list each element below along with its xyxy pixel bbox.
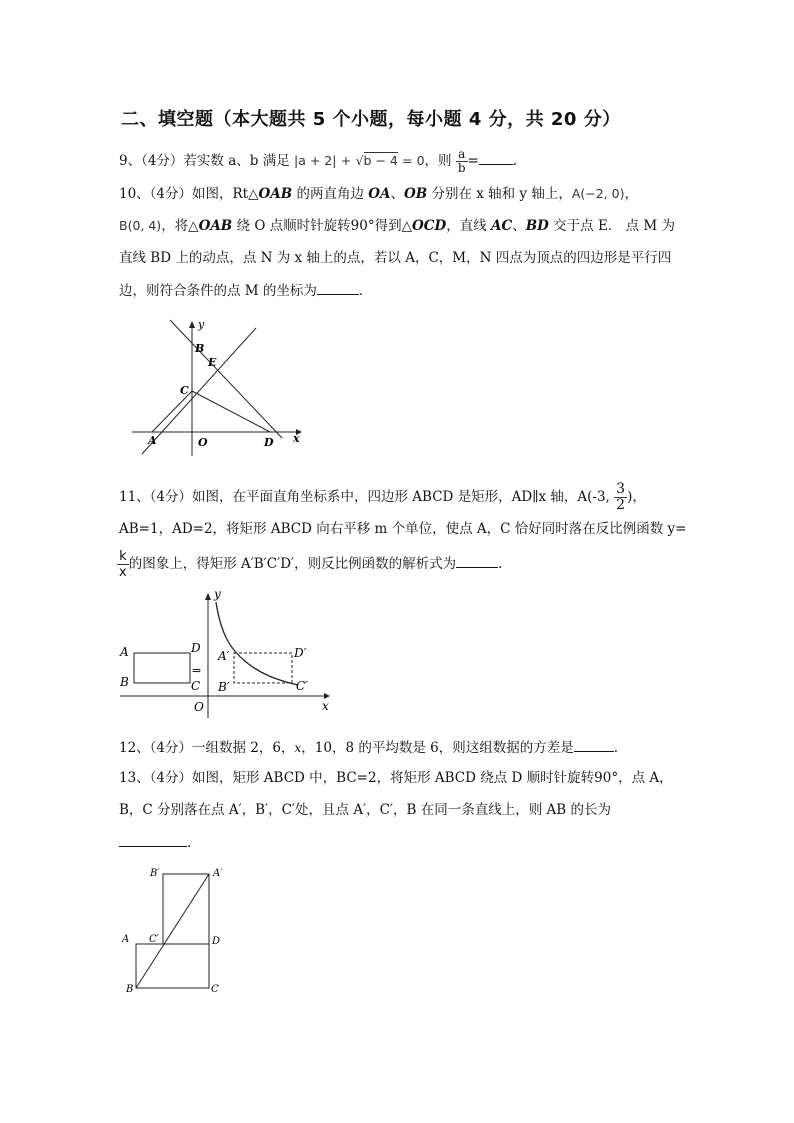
q10-ob: OB <box>403 186 428 202</box>
q9-abs-bar-right: | <box>332 153 337 168</box>
segment-ac <box>152 391 192 432</box>
q9-prefix: 9、（4分）若实数 a、b 满足 <box>119 153 290 169</box>
origin-label: O <box>198 436 208 449</box>
q10-triangle-ocd: OCD <box>412 218 447 234</box>
question-13-line3 <box>119 832 191 853</box>
y-axis-arrow <box>189 321 195 328</box>
q12-text: . <box>613 740 619 756</box>
point-b-label: B <box>126 984 134 995</box>
q9-end: . <box>512 153 518 169</box>
question-11-line2: AB=1，AD=2，将矩形 ABCD 向右平移 m 个单位，使点 A，C 恰好同时落在反比例函数 y= <box>119 521 687 537</box>
q11-frac-num: 3 <box>616 481 626 497</box>
q10-text: 10、（4分）如图，Rt△ <box>119 186 259 202</box>
line-bd <box>170 320 282 438</box>
q12-text: 12、（4分）一组数据 2，6， <box>119 740 295 756</box>
q9-equals-zero: = 0 <box>402 153 425 168</box>
rectangle-abcd <box>136 944 209 988</box>
q9-frac-den: b <box>457 161 466 175</box>
question-10-line2 <box>119 216 675 236</box>
q11-text: 11、（4分）如图，在平面直角坐标系中，四边形 ABCD 是矩形，AD∥x 轴，A(-3, <box>119 489 610 505</box>
y-label: y <box>214 590 221 601</box>
point-c-label: C <box>180 384 189 397</box>
q11-frac2-den: x <box>119 565 127 580</box>
q10-text: 的两直角边 <box>292 186 369 202</box>
q13-figure <box>118 862 238 997</box>
hyperbola-curve <box>216 602 298 685</box>
x-label: x <box>322 699 329 713</box>
y-label: y <box>198 318 205 331</box>
q11-fraction-k-over-x <box>117 549 129 580</box>
point-a-label: A <box>148 434 157 447</box>
point-b-prime-label: B′ <box>150 868 160 879</box>
q9-suffix: = <box>467 153 479 169</box>
q10-text: 绕 O 点顺时针旋转90°得到△ <box>232 218 412 234</box>
q11-figure <box>116 590 346 720</box>
line-b-a-prime <box>136 874 209 988</box>
q10-bd: BD <box>525 218 549 234</box>
point-d-label: D <box>212 936 221 947</box>
q9-plus: + <box>340 153 352 168</box>
q10-triangle-oab: OAB <box>258 186 293 202</box>
question-11-line1 <box>119 482 646 513</box>
q9-frac-num: a <box>456 148 468 162</box>
q9-answer-blank[interactable] <box>479 150 513 165</box>
q10-triangle-oab: OAB <box>198 218 233 234</box>
point-e-label: E <box>208 356 217 369</box>
point-d-label: D <box>264 436 274 449</box>
q11-fraction <box>614 482 627 513</box>
q10-point-b: B(0, 4) <box>119 218 162 233</box>
q10-text: 、 <box>512 218 526 234</box>
arrow-icon: ⇒ <box>192 664 202 677</box>
question-10-line3: 直线 BD 上的动点，点 N 为 x 轴上的点，若以 A，C，M，N 四点为顶点的四边形是平行四 <box>119 250 672 266</box>
q11-frac2-num: k <box>117 549 129 565</box>
q12-answer-blank[interactable] <box>574 737 614 752</box>
q10-oa: OA <box>368 186 391 202</box>
q13-answer-blank[interactable] <box>119 832 187 847</box>
y-axis-arrow <box>205 593 211 600</box>
point-b-prime-label: B′ <box>218 680 230 694</box>
q11-frac-den: 2 <box>616 497 626 513</box>
q10-text: ． <box>358 283 373 299</box>
segment-cd <box>192 391 270 432</box>
question-13-line2: B，C 分别落在点 A′，B′，C′处，且点 A′，C′，B 在同一条直线上，则 AB 的长为 <box>119 802 611 818</box>
q10-text: 交于点 E． 点 M 为 <box>548 218 676 234</box>
point-c-prime-label: C′ <box>149 934 159 945</box>
point-a-prime-label: A′ <box>213 868 223 879</box>
q9-mid: ，则 <box>424 153 452 169</box>
q13-text: . <box>187 835 192 851</box>
point-c-label: C <box>191 679 201 693</box>
q10-text: ，将△ <box>161 218 199 234</box>
rectangle-translated <box>234 653 292 683</box>
question-10-line4 <box>119 280 372 301</box>
question-12 <box>119 737 618 758</box>
q9-abs-bar: | <box>294 153 299 168</box>
question-11-line3 <box>117 549 502 580</box>
x-label: x <box>293 432 300 445</box>
point-a-label: A <box>122 934 130 945</box>
q12-text: ，10，8 的平均数是 6，则这组数据的方差是 <box>301 740 574 756</box>
question-9 <box>119 148 517 175</box>
q10-text: ， <box>624 186 638 202</box>
question-10-line1 <box>119 184 638 204</box>
q9-abs-expr: a + 2 <box>298 153 333 168</box>
point-b-label: B <box>195 342 205 355</box>
q11-text: )， <box>627 489 646 505</box>
section-title: 二、填空题（本大题共 5 个小题，每小题 4 分，共 20 分） <box>121 109 621 130</box>
q10-ac: AC <box>491 218 513 234</box>
q10-text: ，直线 <box>446 218 492 234</box>
point-c-label: C <box>211 984 219 995</box>
point-a-label: A <box>120 645 129 659</box>
q10-point-a: A(−2, 0) <box>571 186 625 201</box>
q10-text: 边，则符合条件的点 M 的坐标为 <box>119 283 317 299</box>
q11-text: . <box>498 556 503 572</box>
q10-figure <box>128 318 308 458</box>
q11-answer-blank[interactable] <box>456 553 498 568</box>
point-c-prime-label: C′ <box>296 679 308 693</box>
rectangle-abcd <box>134 653 190 683</box>
q11-text: 的图象上，得矩形 A′B′C′D′，则反比例函数的解析式为 <box>128 556 457 572</box>
q9-sqrt-sign: √ <box>355 153 364 168</box>
q10-text: 、 <box>390 186 404 202</box>
point-b-label: B <box>120 675 129 689</box>
origin-label: O <box>194 700 204 714</box>
point-a-prime-label: A′ <box>218 649 230 663</box>
q10-text: 分别在 x 轴和 y 轴上， <box>427 186 572 202</box>
q9-sqrt-expr: b − 4 <box>363 153 398 168</box>
point-d-label: D <box>191 641 201 655</box>
q9-fraction <box>456 148 468 175</box>
point-d-prime-label: D′ <box>294 646 307 660</box>
question-13-line1: 13、（4分）如图，矩形 ABCD 中，BC=2，将矩形 ABCD 绕点 D 顺时针旋转90°，点 A， <box>119 770 673 786</box>
q12-variable-x: x <box>294 741 302 755</box>
q10-answer-blank[interactable] <box>317 280 359 295</box>
